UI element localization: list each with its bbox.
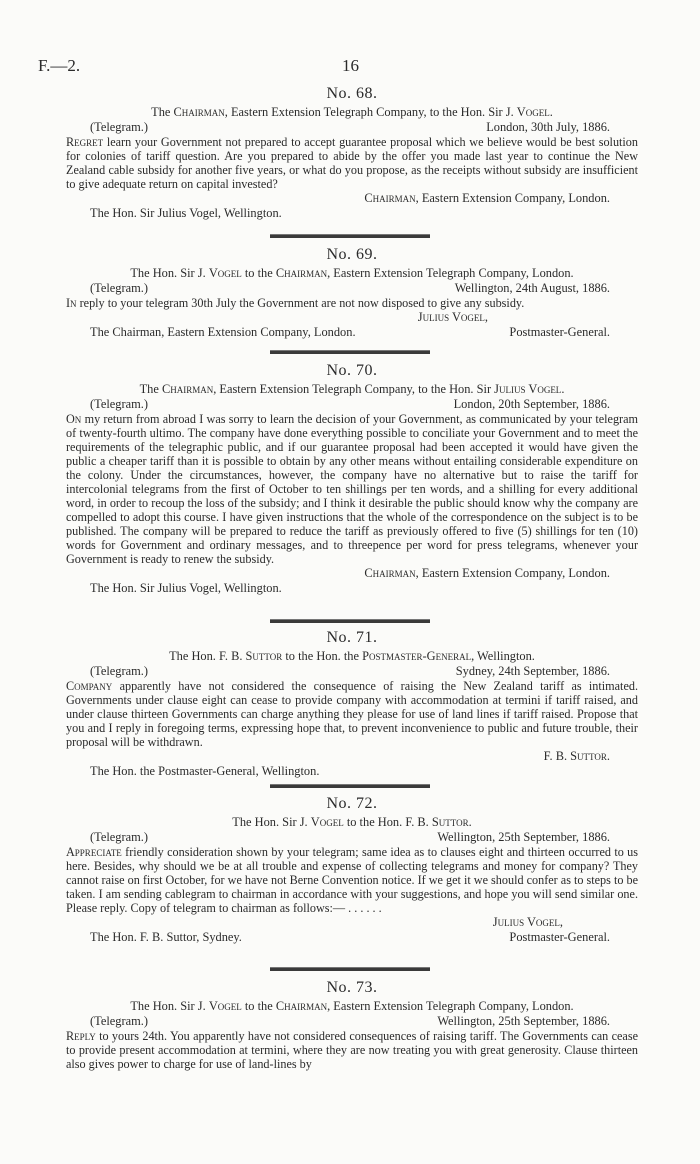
- telegram-70: [66, 361, 638, 596]
- document-heading: The Hon. Sir J. Vogel to the Chairman, Eastern Extension Telegraph Company, London.: [130, 999, 574, 1013]
- section-divider: [270, 784, 430, 788]
- place-date: London, 30th July, 1886.: [486, 120, 610, 134]
- section-divider: [270, 619, 430, 623]
- addressee: The Hon. Sir Julius Vogel, Wellington.: [90, 206, 282, 220]
- telegram-69: [66, 245, 638, 340]
- message-type: (Telegram.): [90, 397, 148, 411]
- document-number: No. 73.: [326, 979, 378, 996]
- place-date: Wellington, 25th September, 1886.: [437, 830, 610, 844]
- document-heading: The Hon. F. B. Suttor to the Hon. the Postmaster-General, Wellington.: [169, 649, 535, 663]
- signature: Chairman, Eastern Extension Company, London.: [364, 566, 610, 580]
- addressee: The Hon. F. B. Suttor, Sydney. Postmaster-General.: [90, 930, 610, 944]
- message-body: Company apparently have not considered the consequence of raising the New Zealand tariff as intimated. Governments under clause eight can cease to provide company with accommodation at termini if tariff raised, and under clause thirteen Governments can charge anything they please for use of land lines if tariff raised. Propose that you and I reply in foregoing terms, expressing hope that, to prevent inconvenience to public and future trouble, their proposal will be withdrawn.: [66, 679, 638, 749]
- telegram-meta: [66, 830, 638, 845]
- section-divider: [270, 967, 430, 971]
- telegram-71: [66, 628, 638, 779]
- telegram-meta: [66, 664, 638, 679]
- telegram-72: [66, 794, 638, 945]
- document-number: No. 71.: [326, 629, 378, 646]
- signature: Julius Vogel,: [417, 310, 488, 324]
- document-heading: The Hon. Sir J. Vogel to the Hon. F. B. Suttor.: [232, 815, 472, 829]
- telegram-68: [66, 84, 638, 221]
- place-date: London, 20th September, 1886.: [453, 397, 610, 411]
- addressee: The Hon. Sir Julius Vogel, Wellington.: [90, 581, 282, 595]
- section-divider: [270, 350, 430, 354]
- telegram-meta: [66, 281, 638, 296]
- document-number: No. 70.: [326, 362, 378, 379]
- document-heading: The Chairman, Eastern Extension Telegraph Company, to the Hon. Sir J. Vogel.: [151, 105, 553, 119]
- page-number: 16: [342, 56, 359, 75]
- telegram-meta: [66, 120, 638, 135]
- message-body: In reply to your telegram 30th July the Government are not now disposed to give any subsidy.: [66, 296, 525, 310]
- message-type: (Telegram.): [90, 830, 148, 844]
- message-type: (Telegram.): [90, 281, 148, 295]
- document-heading: The Chairman, Eastern Extension Telegraph Company, to the Hon. Sir Julius Vogel.: [139, 382, 565, 396]
- document-number: No. 68.: [326, 85, 378, 102]
- section-divider: [270, 234, 430, 238]
- addressee: The Chairman, Eastern Extension Company, London. Postmaster-General.: [90, 325, 610, 339]
- signatory-title: Postmaster-General.: [509, 325, 610, 339]
- message-body: Regret learn your Government not prepared to accept guarantee proposal which we believe would be best solution for colonies of tariff question. Are you prepared to abide by the offer you made last year to continue the New Zealand cable subsidy for another five years, or what do you propose, as the receipts without subsidy are insufficient to give adequate return on capital invested?: [66, 135, 638, 191]
- message-body: On my return from abroad I was sorry to learn the decision of your Government, as communicated by your telegram of twenty-fourth ultimo. The company have done everything possible to conciliate your Government and to meet the requirements of the telegraphic public, and if our guarantee proposal had been accepted it would have given the public a cheaper tariff than it is possible to obtain by any other means without entailing considerable expenditure on the colony. Under the circumstances, however, the company have no alternative but to raise the tariff for intercolonial telegrams from the first of October to ten shillings per ten words, and a shilling for every additional word, in order to recoup the loss of the subsidy; and I think it desirable the public should know why the company are compelled to adopt this course. I have given instructions that the whole of the correspondence on the subject is to be published. The company will be prepared to reduce the tariff as previously offered to five (5) shillings for ten (10) words for Government and ordinary messages, and to threepence per word for press telegrams, whenever your Government is ready to renew the subsidy.: [66, 412, 638, 566]
- document-number: No. 69.: [326, 246, 378, 263]
- addressee: The Hon. the Postmaster-General, Wellington.: [90, 764, 320, 778]
- document-heading: The Hon. Sir J. Vogel to the Chairman, Eastern Extension Telegraph Company, London.: [130, 266, 574, 280]
- signature: Julius Vogel,: [492, 915, 563, 929]
- signatory-title: Postmaster-General.: [509, 930, 610, 944]
- message-type: (Telegram.): [90, 120, 148, 134]
- message-type: (Telegram.): [90, 664, 148, 678]
- signature: Chairman, Eastern Extension Company, London.: [364, 191, 610, 205]
- message-body: Appreciate friendly consideration shown by your telegram; same idea as to clauses eight and thirteen occurred to us here. Besides, why should we be at all trouble and expense of collecting telegrams and money for company? They cannot raise on first October, for we have not Berne Convention notice. If we get it we should confer as to steps to be taken. I am sending cablegram to chairman in accordance with your suggestions, and hope you will send similar one. Please reply. Copy of telegram to chairman as follows:— . . . . . .: [66, 845, 638, 915]
- message-body: Reply to yours 24th. You apparently have not considered consequences of raising tariff. The Governments can cease to provide present accommodation at termini, where they are now treating you with great generosity. Clause thirteen also gives power to charge for use of land-lines by: [66, 1029, 638, 1071]
- telegram-meta: [66, 1014, 638, 1029]
- signature: F. B. Suttor.: [543, 749, 610, 763]
- place-date: Wellington, 25th September, 1886.: [437, 1014, 610, 1028]
- paper-reference: F.—2.: [38, 56, 81, 75]
- document-number: No. 72.: [326, 795, 378, 812]
- telegram-meta: [66, 397, 638, 412]
- message-type: (Telegram.): [90, 1014, 148, 1028]
- place-date: Sydney, 24th September, 1886.: [455, 664, 610, 678]
- telegram-73: [66, 978, 638, 1071]
- place-date: Wellington, 24th August, 1886.: [454, 281, 610, 295]
